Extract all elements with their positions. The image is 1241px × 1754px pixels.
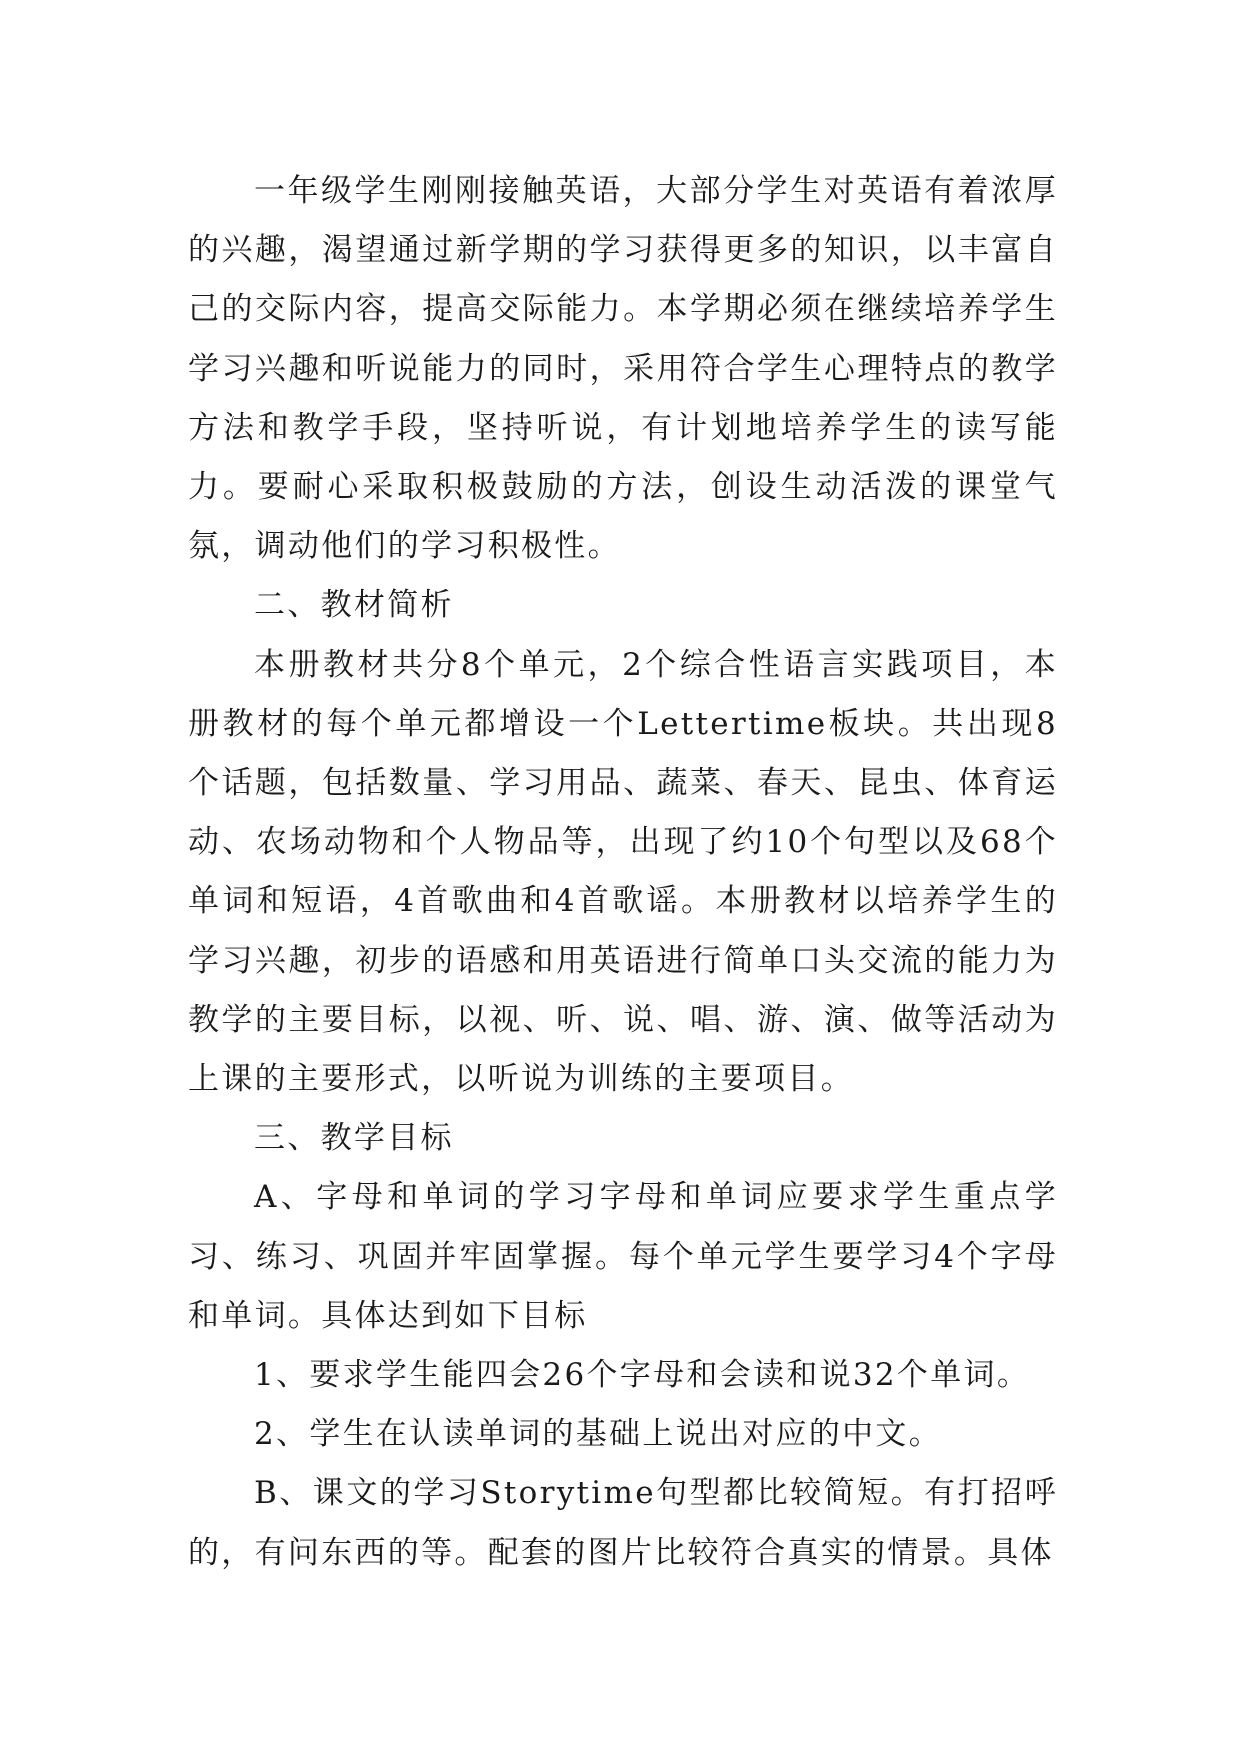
heading-teaching-goals: 三、教学目标: [254, 1120, 454, 1157]
list-item-goal-2: 2、学生在认读单词的基础上说出对应的中文。: [254, 1416, 943, 1453]
paragraph-letters-words: A、字母和单词的学习字母和单词应要求学生重点学习、练习、巩固并牢固掌握。每个单元学生要学习4个字母和单词。具体达到如下目标: [188, 1179, 1058, 1334]
document-body: [188, 162, 1058, 1583]
heading-textbook-analysis: 二、教材简析: [254, 587, 454, 624]
list-item-goal-1: 1、要求学生能四会26个字母和会读和说32个单词。: [254, 1357, 1031, 1394]
paragraph-intro: 一年级学生刚刚接触英语，大部分学生对英语有着浓厚的兴趣，渴望通过新学期的学习获得更多的知识，以丰富自己的交际内容，提高交际能力。本学期必须在继续培养学生学习兴趣和听说能力的同时，采用符合学生心理特点的教学方法和教学手段，坚持听说，有计划地培养学生的读写能力。要耐心采取积极鼓励的方法，创设生动活泼的课堂气氛，调动他们的学习积极性。: [188, 173, 1058, 565]
paragraph-storytime: B、课文的学习Storytime句型都比较简短。有打招呼的，有问东西的等。配套的图片比较符合真实的情景。具体: [188, 1475, 1058, 1571]
paragraph-textbook-analysis: 本册教材共分8个单元，2个综合性语言实践项目，本册教材的每个单元都增设一个Lettertime板块。共出现8个话题，包括数量、学习用品、蔬菜、春天、昆虫、体育运动、农场动物和个人物品等，出现了约10个句型以及68个单词和短语，4首歌曲和4首歌谣。本册教材以培养学生的学习兴趣，初步的语感和用英语进行简单口头交流的能力为教学的主要目标，以视、听、说、唱、游、演、做等活动为上课的主要形式，以听说为训练的主要项目。: [188, 646, 1058, 1098]
